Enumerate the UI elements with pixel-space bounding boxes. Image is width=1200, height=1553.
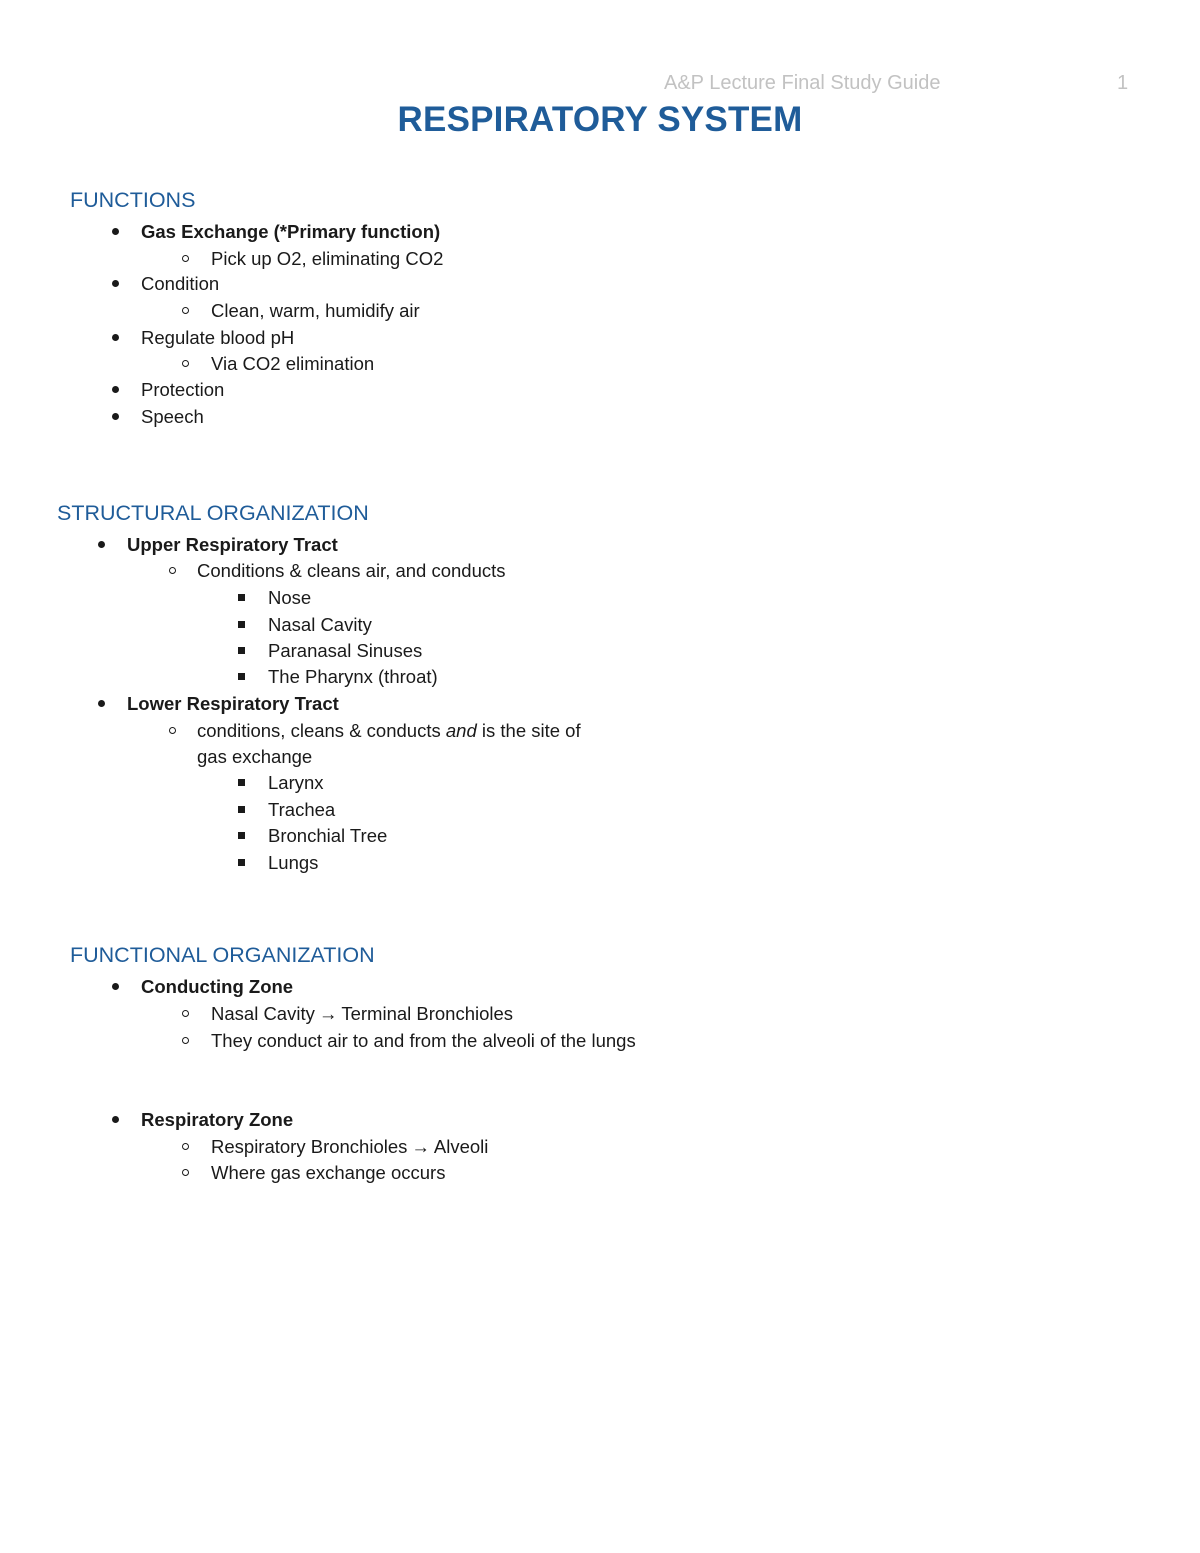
- lower-tract-part: Larynx: [268, 772, 324, 793]
- path-to: Terminal Bronchioles: [341, 1003, 514, 1024]
- disc-bullet-icon: [104, 325, 130, 351]
- respiratory-zone-label: Respiratory Zone: [141, 1109, 294, 1130]
- lower-tract-description-line2: gas exchange: [197, 746, 313, 767]
- upper-tract-part: The Pharynx (throat): [268, 666, 438, 687]
- disc-bullet-icon: [104, 1107, 130, 1133]
- conducting-zone-path: [211, 1001, 513, 1027]
- path-to: Alveoli: [433, 1136, 489, 1157]
- square-bullet-icon: [231, 770, 257, 796]
- lower-tract-description: [197, 718, 581, 744]
- upper-tract-label: Upper Respiratory Tract: [127, 534, 338, 555]
- path-from: Nasal Cavity: [211, 1003, 315, 1024]
- square-bullet-icon: [231, 797, 257, 823]
- running-header: A&P Lecture Final Study Guide: [664, 72, 941, 94]
- circle-bullet-icon: [161, 718, 187, 744]
- square-bullet-icon: [231, 585, 257, 611]
- square-bullet-icon: [231, 612, 257, 638]
- circle-bullet-icon: [174, 1134, 200, 1160]
- right-arrow-icon: →: [318, 1003, 338, 1024]
- circle-bullet-icon: [174, 1160, 200, 1186]
- functions-item-gas-exchange: Gas Exchange (*Primary function): [141, 221, 441, 242]
- circle-bullet-icon: [174, 298, 200, 324]
- respiratory-zone-path: [211, 1134, 488, 1160]
- lower-tract-part: Lungs: [268, 852, 319, 873]
- structural-heading: STRUCTURAL ORGANIZATION: [57, 501, 369, 525]
- square-bullet-icon: [231, 850, 257, 876]
- disc-bullet-icon: [90, 691, 116, 717]
- functions-subitem: Via CO2 elimination: [211, 353, 375, 374]
- path-from: Respiratory Bronchioles: [211, 1136, 408, 1157]
- conducting-zone-label: Conducting Zone: [141, 976, 294, 997]
- square-bullet-icon: [231, 638, 257, 664]
- lower-tract-description-end: is the site of: [476, 720, 581, 741]
- functions-item-speech: Speech: [141, 406, 204, 427]
- disc-bullet-icon: [104, 974, 130, 1000]
- square-bullet-icon: [231, 664, 257, 690]
- lower-tract-description-start: conditions, cleans & conducts: [197, 720, 446, 741]
- functions-subitem: Clean, warm, humidify air: [211, 300, 420, 321]
- page-number: 1: [1117, 72, 1129, 94]
- right-arrow-icon: →: [411, 1136, 430, 1157]
- functional-heading: FUNCTIONAL ORGANIZATION: [70, 943, 375, 967]
- functions-item-condition: Condition: [141, 273, 220, 294]
- circle-bullet-icon: [174, 351, 200, 377]
- upper-tract-part: Nose: [268, 587, 312, 608]
- respiratory-zone-description: Where gas exchange occurs: [211, 1162, 446, 1183]
- upper-tract-part: Nasal Cavity: [268, 614, 372, 635]
- lower-tract-part: Trachea: [268, 799, 336, 820]
- square-bullet-icon: [231, 823, 257, 849]
- lower-tract-label: Lower Respiratory Tract: [127, 693, 339, 714]
- lower-tract-part: Bronchial Tree: [268, 825, 388, 846]
- disc-bullet-icon: [104, 404, 130, 430]
- circle-bullet-icon: [161, 558, 187, 584]
- disc-bullet-icon: [104, 377, 130, 403]
- functions-item-protection: Protection: [141, 379, 225, 400]
- functions-item-regulate-ph: Regulate blood pH: [141, 327, 295, 348]
- lower-tract-description-emphasis: and: [445, 720, 477, 741]
- conducting-zone-description: They conduct air to and from the alveoli of the lungs: [211, 1030, 636, 1051]
- disc-bullet-icon: [104, 219, 130, 245]
- document-title: RESPIRATORY SYSTEM: [397, 100, 803, 139]
- circle-bullet-icon: [174, 1001, 200, 1027]
- functions-heading: FUNCTIONS: [70, 188, 196, 212]
- upper-tract-description: Conditions & cleans air, and conducts: [197, 560, 506, 581]
- upper-tract-part: Paranasal Sinuses: [268, 640, 423, 661]
- disc-bullet-icon: [104, 271, 130, 297]
- circle-bullet-icon: [174, 246, 200, 272]
- disc-bullet-icon: [90, 532, 116, 558]
- functions-subitem: Pick up O2, eliminating CO2: [211, 248, 444, 269]
- circle-bullet-icon: [174, 1028, 200, 1054]
